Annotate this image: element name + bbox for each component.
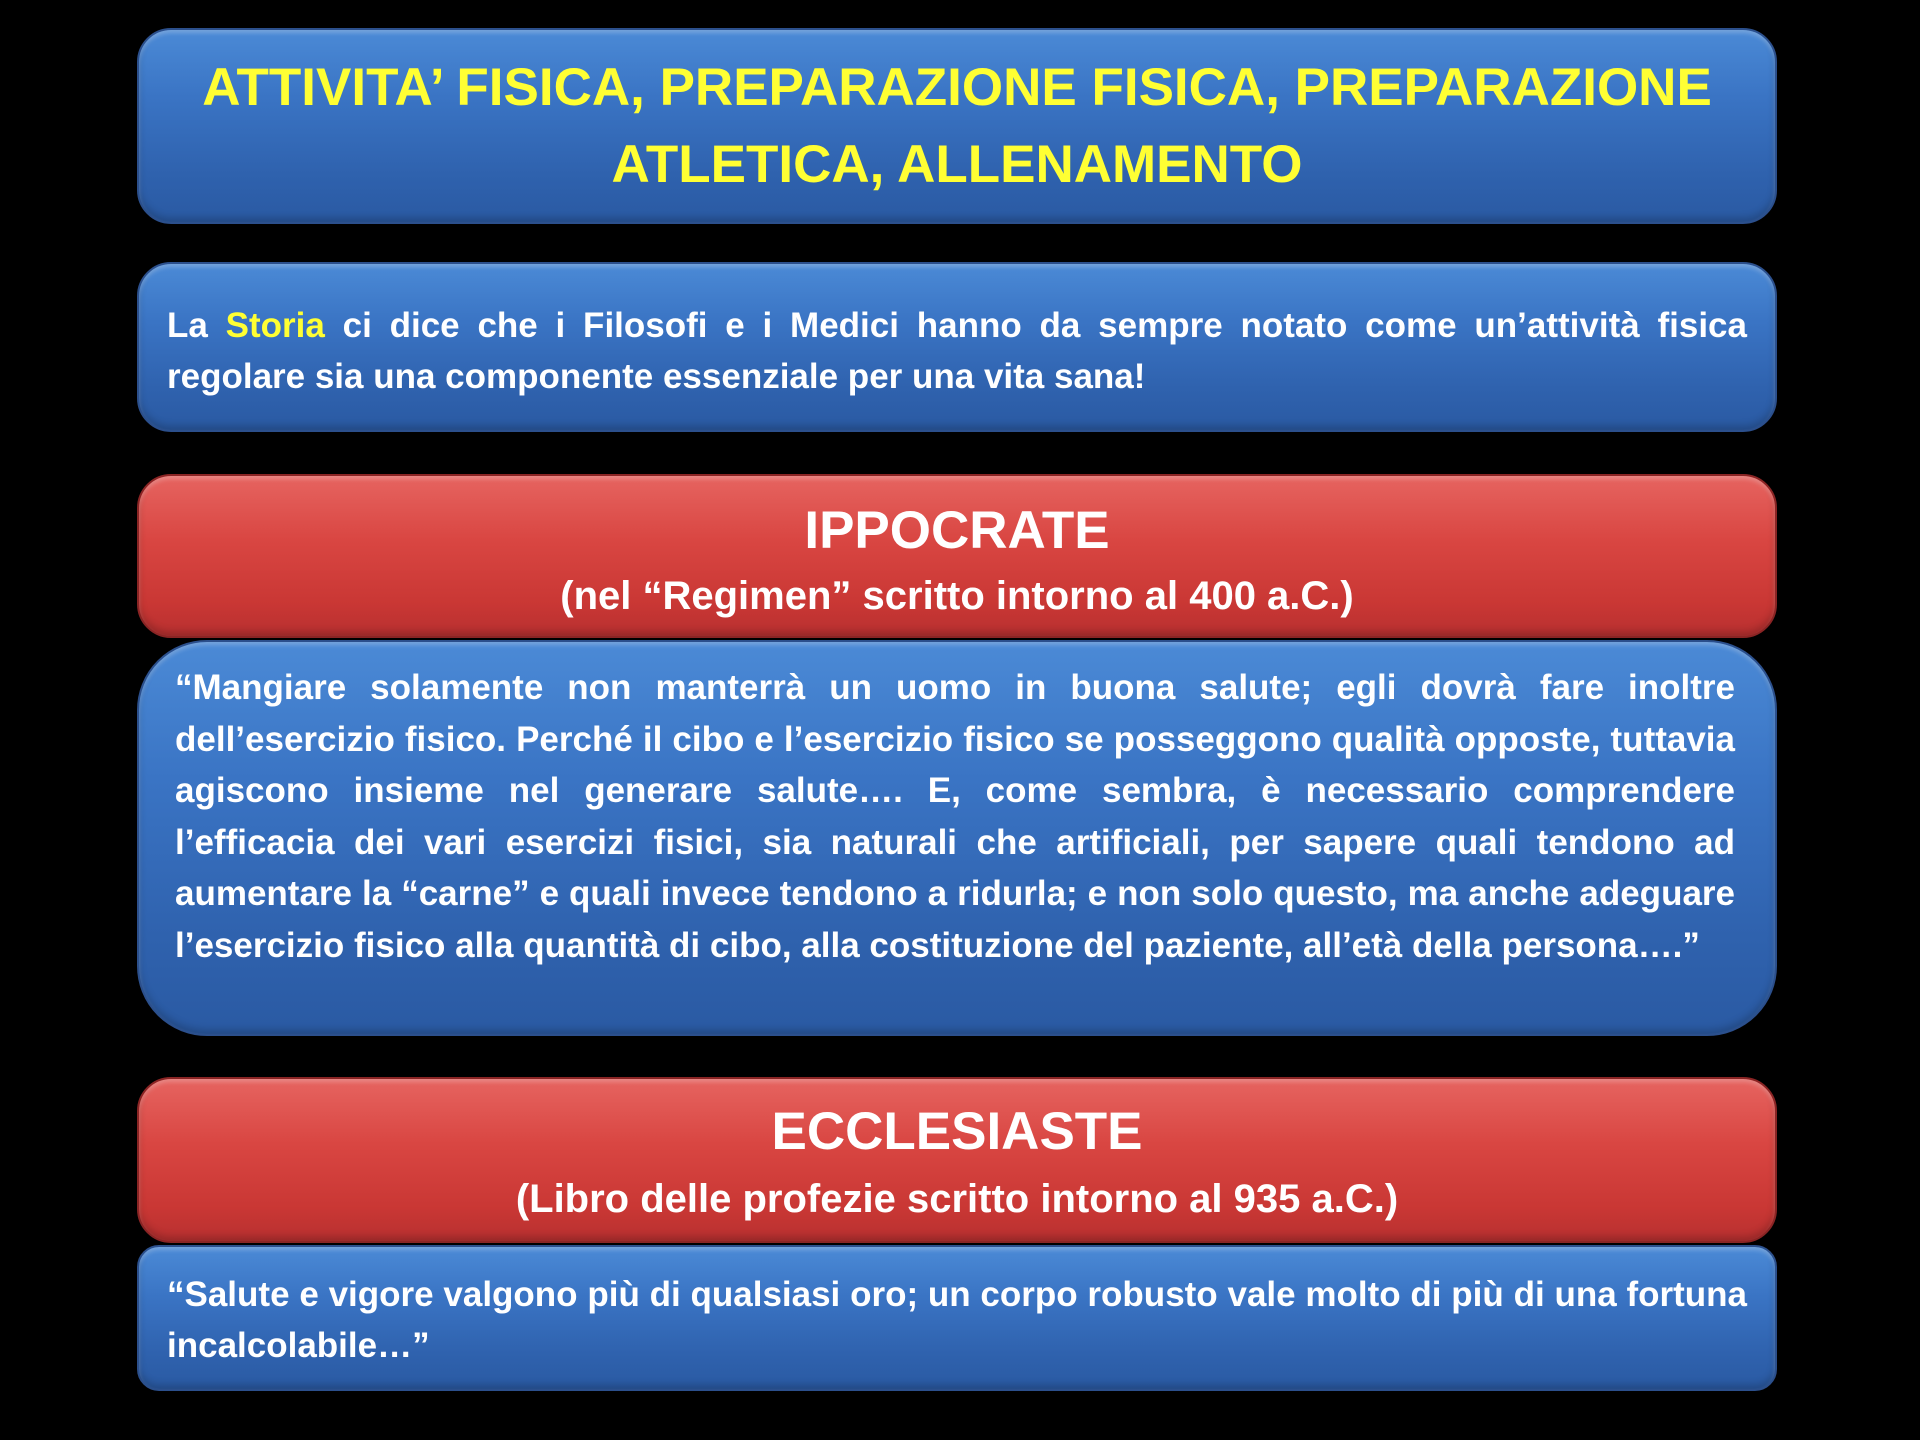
ecclesiaste-subtitle: (Libro delle profezie scritto intorno al 935 a.C.) xyxy=(515,1177,1399,1221)
title-banner xyxy=(137,28,1777,224)
ecclesiaste-header xyxy=(137,1077,1777,1243)
ippocrate-quote: “Mangiare solamente non manterrà un uomo in buona salute; egli dovrà fare inoltre dell’esercizio fisico. Perché il cibo e l’esercizio fisico se posseggono qualità opposte, tuttavia agiscono insieme nel generare salute…. E, come sembra, è necessario comprendere l’efficacia dei vari esercizi fisici, sia naturali che artificiali, per sapere quali tendono ad aumentare la “carne” e quali invece tendono a ridurla; e non solo questo, ma anche adeguare l’esercizio fisico alla quantità di cibo, alla costituzione del paziente, all’età della persona….” xyxy=(175,668,1735,965)
intro-prefix: La xyxy=(167,306,226,345)
intro-highlight-storia: Storia xyxy=(225,306,325,345)
intro-panel xyxy=(137,262,1777,432)
ecclesiaste-name: ECCLESIASTE xyxy=(771,1102,1143,1161)
ecclesiaste-quote-panel xyxy=(137,1245,1777,1391)
ippocrate-quote-panel xyxy=(137,640,1777,1036)
slide-title: ATTIVITA’ FISICA, PREPARAZIONE FISICA, PREPARAZIONE ATLETICA, ALLENAMENTO xyxy=(202,58,1712,194)
ippocrate-subtitle: (nel “Regimen” scritto intorno al 400 a.C.) xyxy=(560,574,1354,618)
ippocrate-header xyxy=(137,474,1777,638)
intro-rest: ci dice che i Filosofi e i Medici hanno da sempre notato come un’attività fisica regolare sia una componente essenziale per una vita sana! xyxy=(167,306,1747,396)
ecclesiaste-quote: “Salute e vigore valgono più di qualsiasi oro; un corpo robusto vale molto di più di una fortuna incalcolabile…” xyxy=(167,1275,1747,1365)
ippocrate-name: IPPOCRATE xyxy=(804,501,1110,560)
intro-paragraph xyxy=(167,300,1747,402)
